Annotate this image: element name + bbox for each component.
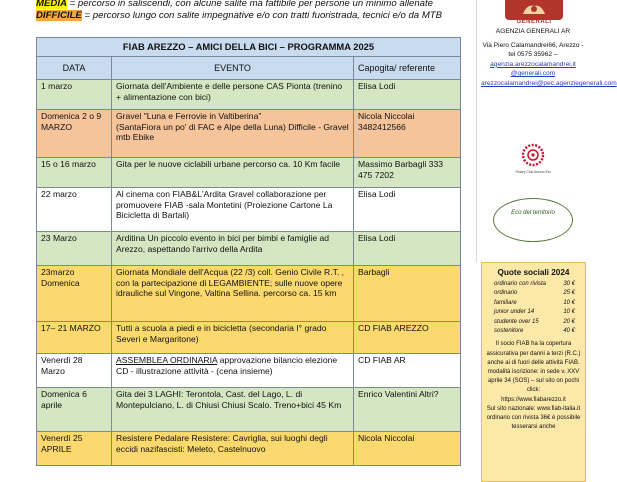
quote-price: 40 € [563, 328, 575, 335]
row-referent: Elisa Lodi [354, 188, 461, 232]
program-table [36, 37, 461, 466]
agency-address: Via Piero Calamandrei66, Arezzo - tel 0575 35962 – [482, 41, 584, 59]
row-date: Domenica 2 o 9 MARZO [37, 110, 112, 158]
row-date: Venerdì 25 APRILE [37, 432, 112, 466]
row-event-title: ASSEMBLEA ORDINARIA [116, 355, 218, 365]
eco-logo [493, 198, 573, 242]
quote-price: 25 € [563, 290, 575, 297]
row-event-title: Gravel "Luna e Ferrovie in Valtiberina" [116, 111, 262, 121]
row-event [112, 354, 354, 388]
quote-price: 20 € [563, 318, 575, 325]
table-row [37, 354, 461, 388]
sidebar [476, 0, 617, 480]
row-referent: Massimo Barbagli 333 475 7202 [354, 158, 461, 188]
program-title: FIAB AREZZO – AMICI DELLA BICI – PROGRAMMA 2025 [37, 38, 461, 57]
rotary-wheel-icon [521, 143, 545, 167]
table-row [37, 232, 461, 266]
table-row [37, 158, 461, 188]
quote-label: junior under 14 [494, 309, 535, 316]
table-row [37, 188, 461, 232]
row-date: 23marzo Domenica [37, 266, 112, 322]
legend-difficile-text: = percorso lungo con salite impegnative e/o con tratti fuoristrada, tecnici e/o da MTB [81, 10, 443, 21]
lion-icon [505, 0, 563, 20]
table-title-row [37, 38, 461, 57]
table-header-row [37, 57, 461, 80]
eco-logo-text: Eco del territorio [511, 210, 555, 216]
row-date: 22 marzo [37, 188, 112, 232]
quote-item [482, 308, 585, 317]
row-date: Venerdì 28 Marzo [37, 354, 112, 388]
row-event-detail: approvazione bilancio elezione CD - illustrazione attività - (cena insieme) [116, 355, 338, 376]
legend-media-text: = percorso in saliscendi, con alcune salite ma fattibile per persone un minimo allenate [66, 0, 434, 9]
row-date: 17– 21 MARZO [37, 322, 112, 354]
row-date: Domenica 6 aprile [37, 388, 112, 432]
agency-name: AGENZIA GENERALI AR [495, 28, 571, 35]
quote-label: studente over 15 [494, 318, 539, 325]
quote-note-rivista: ordinario con rivista 36€ è possibile tesserarsi anche [486, 415, 581, 431]
row-referent: Nicola Niccolai 3482412566 [354, 110, 461, 158]
quote-label: sostenitore [494, 328, 524, 335]
agency-pec-link[interactable]: arezzocalamandrei@pec.agenziegenerali.com [481, 79, 617, 87]
quote-label: ordinario [494, 290, 518, 297]
row-event: Arditina Un piccolo evento in bici per bimbi e famiglie ad Arezzo, aspettando l'arrivo della Ardita [112, 232, 354, 266]
table-row [37, 432, 461, 466]
row-event [112, 110, 354, 158]
quote-item [482, 318, 585, 327]
agency-email-link[interactable]: agenzia.arezzocalamandrei.it [490, 60, 576, 68]
table-row [37, 322, 461, 354]
row-referent: Enrico Valentini Altri? [354, 388, 461, 432]
generali-logo [505, 0, 563, 20]
row-event: Giornata dell'Ambiente e delle persone CAS Pionta (trenino + alimentazione con bici) [112, 80, 354, 110]
row-event: Gita per le nuove ciclabili urbane percorso ca. 10 Km facile [112, 158, 354, 188]
quote-price: 10 € [563, 309, 575, 316]
quote-price: 30 € [563, 281, 575, 287]
row-referent: Elisa Lodi [354, 232, 461, 266]
header-data: DATA [37, 57, 112, 80]
table-row [37, 80, 461, 110]
legend-difficile [36, 10, 442, 22]
table-row [37, 266, 461, 322]
quote-label: ordinario con rivista [494, 281, 547, 287]
quote-item [482, 289, 585, 298]
row-date: 15 o 16 marzo [37, 158, 112, 188]
row-referent: Elisa Lodi [354, 80, 461, 110]
header-referente: Capogita/ referente [354, 57, 461, 80]
row-event: Giornata Mondiale dell'Acqua (22 /3) coll. Genio Civile R.T. , con la partecipazione di LEGAMBIENTE; sulle nuove opere idrauliche sul Vingone, Valtina Sellina. percorso ca. 15 km [112, 266, 354, 322]
sponsor-box [476, 0, 617, 262]
row-event: Tutti a scuola a piedi e in bicicletta (secondaria I° grado Severi e Margaritone) [112, 322, 354, 354]
quote-item [482, 299, 585, 308]
quote-price: 10 € [563, 299, 575, 306]
row-date: 1 marzo [37, 80, 112, 110]
legend-media [36, 0, 433, 10]
row-referent: CD FIAB AREZZO [354, 322, 461, 354]
quote-note-national: Sul sito nazionale: www.fiab-italia.it [486, 405, 581, 412]
row-date: 23 Marzo [37, 232, 112, 266]
quote-note-insurance: Il socio FIAB ha la copertura assicurativa per danni a terzi (R.C.) anche ai di fuori delle attività FIAB. [486, 341, 581, 366]
table-row [37, 388, 461, 432]
quote-box [481, 262, 586, 482]
table-row [37, 110, 461, 158]
quote-note-signup: modalità iscrizione: in sede v. XXV aprile 34 (SOS) – sul sito on pochi click: [487, 369, 580, 394]
legend-media-label: MEDIA [36, 0, 67, 9]
rotary-caption: Rotary Club Arezzo Est [515, 170, 551, 174]
quote-item [482, 327, 585, 336]
row-event: Al cinema con FIAB&L'Ardita Gravel collaborazione per promuovere FIAB -sala Montetini (Proiezione Cartone La Bicicletta di Bartali) [112, 188, 354, 232]
row-referent: CD FIAB AR [354, 354, 461, 388]
row-event: Resistere Pedalare Resistere: Cavriglia, sui luoghi degli eccidi nazifascisti: Meleto, Castelnuovo [112, 432, 354, 466]
row-event-detail: (SantaFiora un po' di FAC e Alpe della Luna) Difficile - Gravel mtb Ebike [116, 121, 349, 143]
row-event: Gita dei 3 LAGHI: Terontola, Cast. del Lago, L. di Montepulciano, L. di Chiusi Chiusi Scalo. Treno+bici 45 Km [112, 388, 354, 432]
quote-title: Quote sociali 2024 [497, 268, 570, 277]
quote-item [482, 280, 585, 289]
quote-label: familiare [494, 299, 517, 306]
fiab-site-link[interactable]: https://www.fiabarezzo.it [501, 396, 566, 403]
agency-info [481, 27, 617, 89]
legend-difficile-label: DIFFICILE [36, 10, 82, 21]
row-referent: Nicola Niccolai [354, 432, 461, 466]
quote-list [482, 280, 585, 336]
logo-text: GENERALI [516, 19, 552, 25]
row-referent: Barbagli [354, 266, 461, 322]
agency-email-domain[interactable]: @generali.com [510, 70, 556, 78]
header-evento: EVENTO [112, 57, 354, 80]
